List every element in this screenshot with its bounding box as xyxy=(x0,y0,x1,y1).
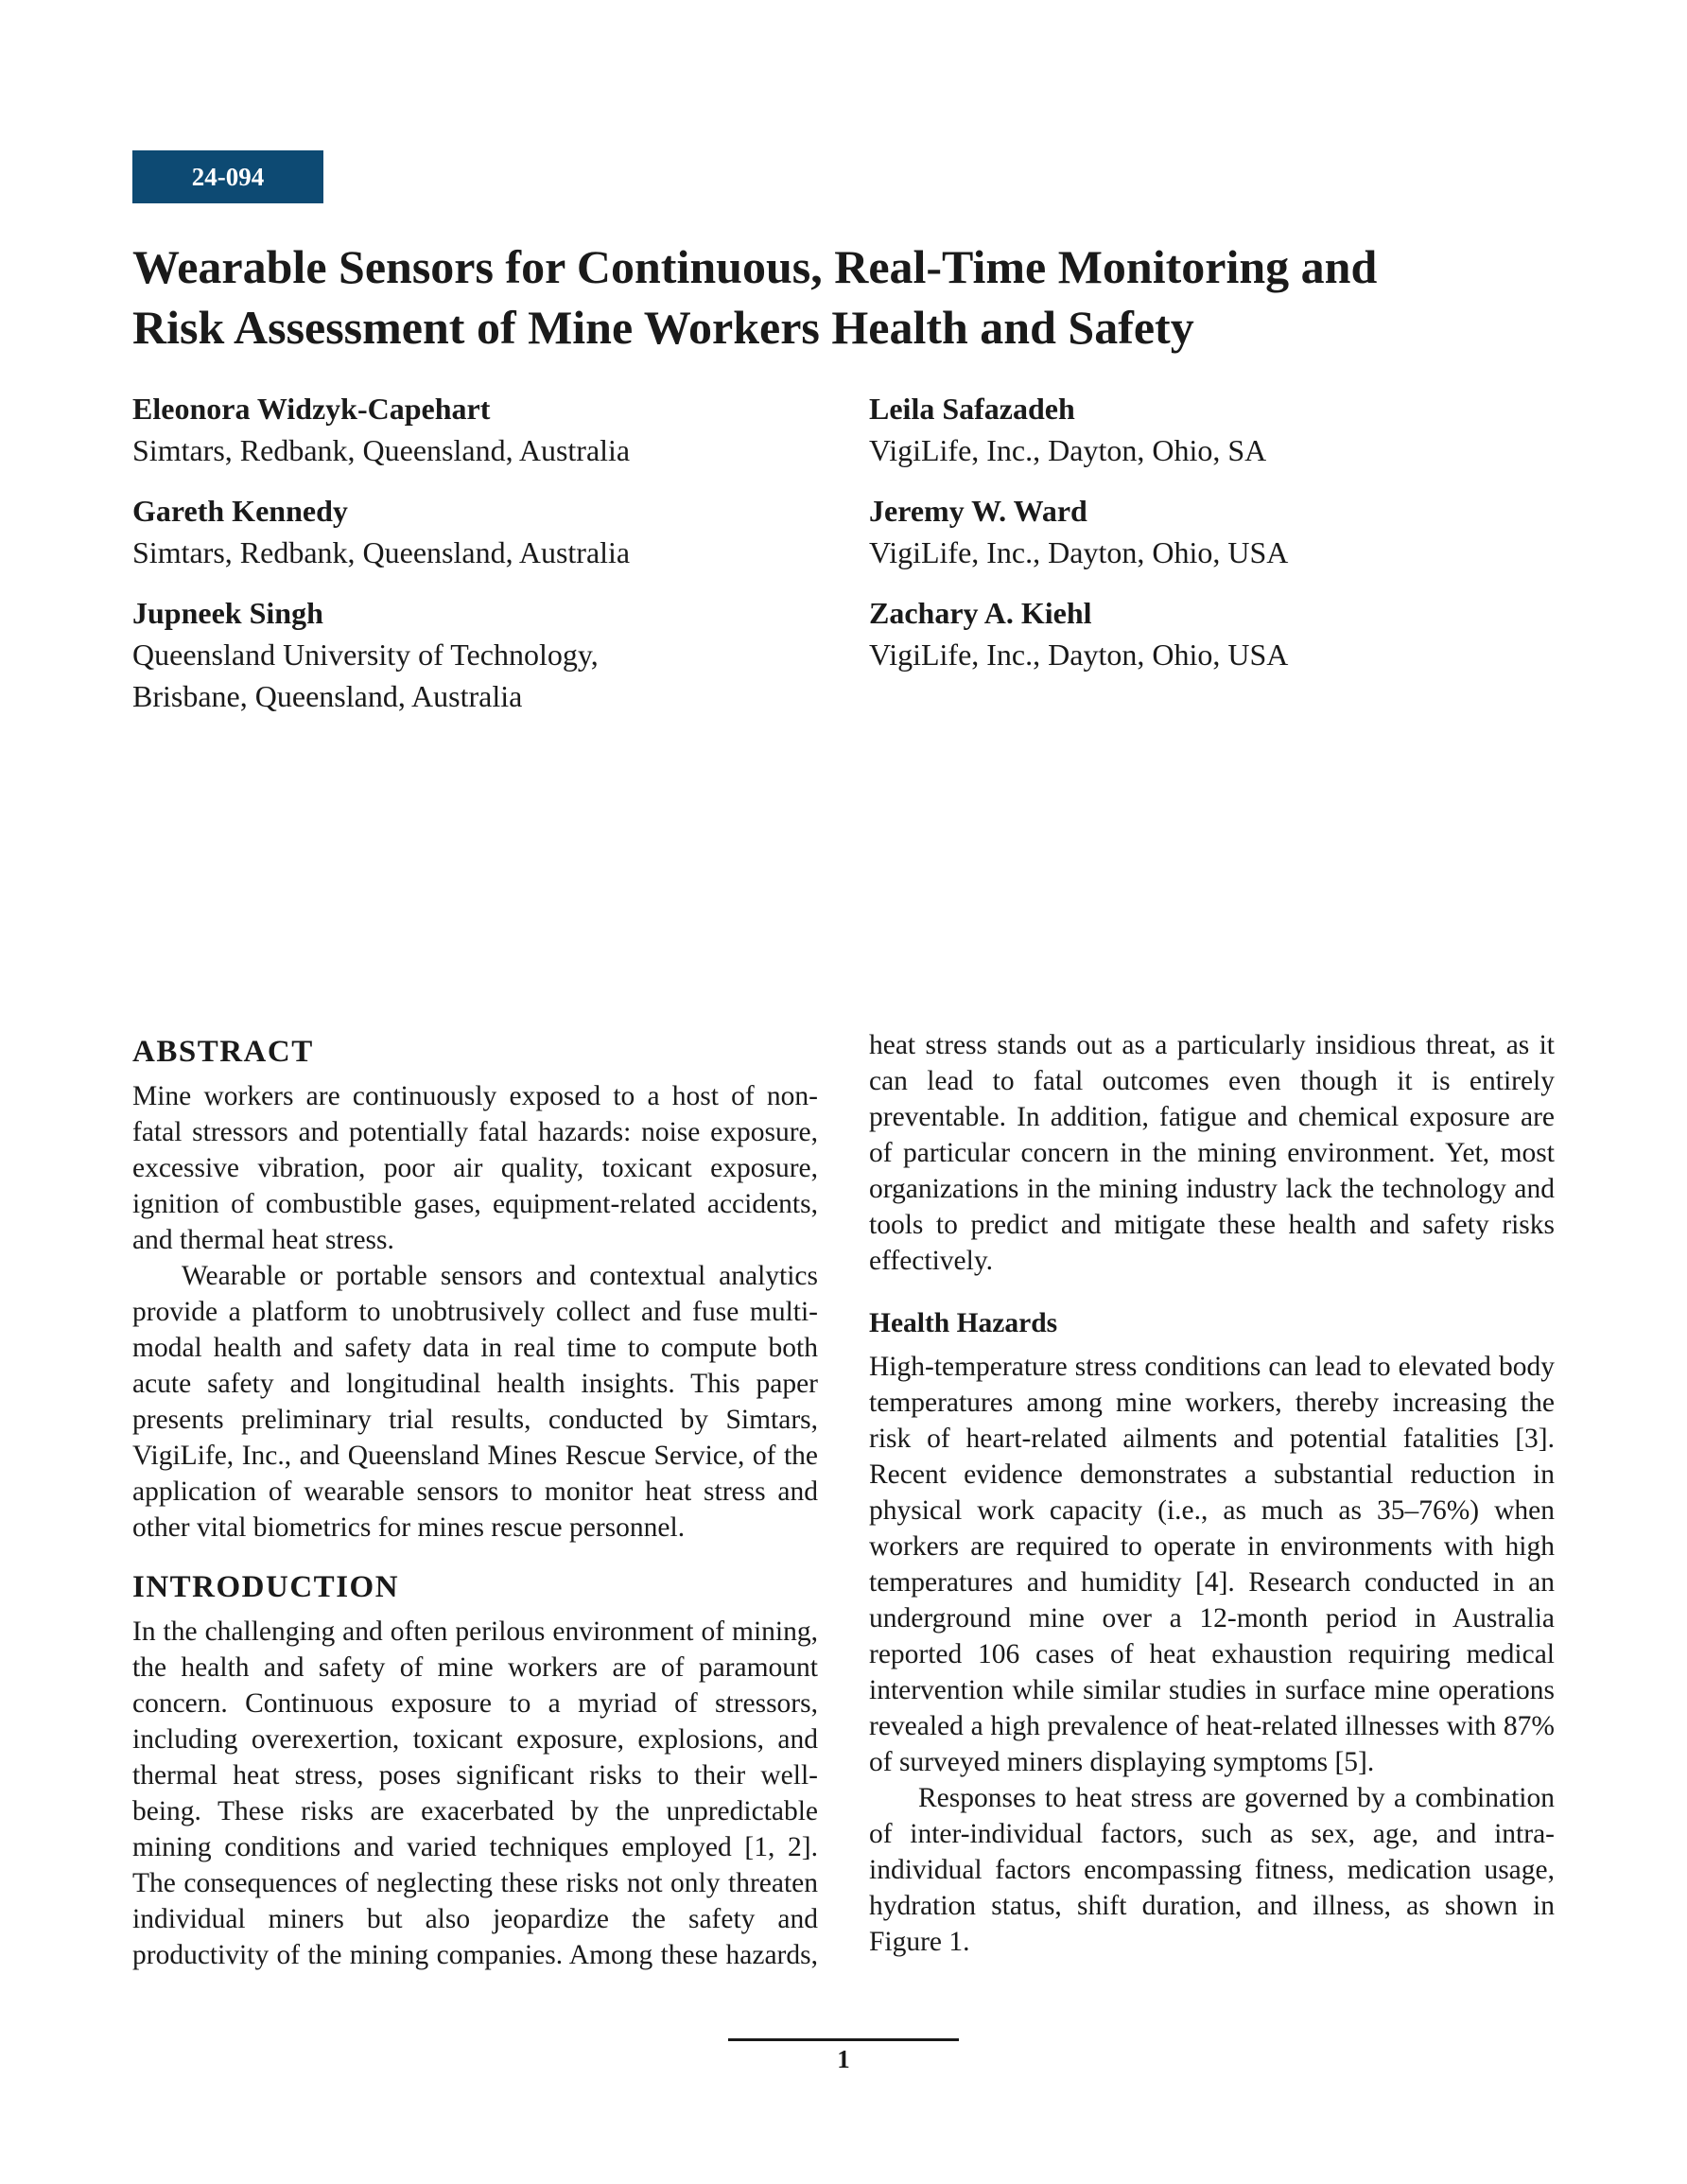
author-affiliation: Queensland University of Technology, xyxy=(132,638,599,672)
author-affiliation: Simtars, Redbank, Queensland, Australia xyxy=(132,433,631,467)
author-name: Jupneek Singh xyxy=(132,596,323,630)
author-affiliation: VigiLife, Inc., Dayton, Ohio, SA xyxy=(869,433,1267,467)
author-block xyxy=(869,592,1588,675)
paper-title xyxy=(132,236,1589,358)
author-block xyxy=(869,388,1588,471)
health-hazards-paragraph-1: High-temperature stress conditions can lead to elevated body temperatures among mine workers, thereby increasing the risk of heart-related ailments and potential fatalities [3]. Recent evidence demonstrates a substantial reduction in physical work capacity (i.e., as much as 35–76%) when workers are required to operate in environments with high temperatures and humidity [4]. Research conducted in an underground mine over a 12-month period in Australia reported 106 cases of heat exhaustion requiring medical intervention while similar studies in surface mine operations revealed a high prevalence of heat-related illnesses with 87% of surveyed miners displaying symptoms [5]. xyxy=(869,1352,1555,1777)
author-name: Zachary A. Kiehl xyxy=(869,596,1092,630)
author-name: Gareth Kennedy xyxy=(132,494,348,528)
paper-id-badge xyxy=(132,150,323,203)
footer-rule xyxy=(728,2038,959,2041)
page-number: 1 xyxy=(837,2045,850,2073)
paper-id: 24-094 xyxy=(191,162,265,191)
abstract-paragraph-2: Wearable or portable sensors and contextual analytics provide a platform to unobtrusively collect and fuse multi-modal health and safety data in real time to compute both acute safety and longitudinal health insights. This paper presents preliminary trial results, conducted by Simtars, VigiLife, Inc., and Queensland Mines Rescue Service, of the application of wearable sensors to monitor heat stress and other vital biometrics for mines rescue personnel. xyxy=(132,1261,818,1543)
abstract-heading: ABSTRACT xyxy=(132,1035,314,1069)
title-line-2: Risk Assessment of Mine Workers Health and Safety xyxy=(132,301,1194,354)
authors-left-column xyxy=(132,388,851,736)
introduction-paragraph-1: In the challenging and often perilous environment of mining, the health and safety of mine workers are of paramount concern. Continuous exposure to a myriad of stressors, including overexertion, toxicant exposure, explosions, and thermal heat stress, poses significant risks to their well-being. These risks are exacerbated by the unpredictable mining conditions and varied techniques employed [1, 2]. The consequences of neglecting these risks not only threaten individual miners but also jeopardize the safety and productivity of the mining companies. Among these hazards, xyxy=(132,1616,818,1970)
author-affiliation: VigiLife, Inc., Dayton, Ohio, USA xyxy=(869,535,1289,569)
author-block xyxy=(132,592,851,717)
author-affiliation-line-2: Brisbane, Queensland, Australia xyxy=(132,679,523,713)
introduction-paragraph-1-continued: heat stress stands out as a particularly insidious threat, as it can lead to fatal outcomes even though it is entirely preventable. In addition, fatigue and chemical exposure are of particular concern in the mining environment. Yet, most organizations in the mining industry lack the technology and tools to predict and mitigate these health and safety risks effectively. xyxy=(869,1030,1555,1276)
health-hazards-paragraph-2: Responses to heat stress are governed by a combination of inter-individual factors, such as sex, age, and intra-individual factors encompassing fitness, medication usage, hydration status, shift duration, and illness, as shown in Figure 1. xyxy=(869,1783,1555,1957)
author-block xyxy=(869,490,1588,573)
health-hazards-heading: Health Hazards xyxy=(869,1308,1058,1338)
abstract-paragraph-1: Mine workers are continuously exposed to a host of non-fatal stressors and potentially fatal hazards: noise exposure, excessive vibration, poor air quality, toxicant exposure, ignition of combustible gases, equipment-related accidents, and thermal heat stress. xyxy=(132,1081,818,1255)
author-affiliation: Simtars, Redbank, Queensland, Australia xyxy=(132,535,631,569)
author-block xyxy=(132,490,851,573)
author-name: Eleonora Widzyk-Capehart xyxy=(132,392,491,426)
author-block xyxy=(132,388,851,471)
introduction-heading: INTRODUCTION xyxy=(132,1570,400,1604)
body-right-column xyxy=(869,1027,1555,1960)
body-left-column xyxy=(132,1031,818,1973)
author-affiliation: VigiLife, Inc., Dayton, Ohio, USA xyxy=(869,638,1289,672)
authors-right-column xyxy=(869,388,1588,694)
author-name: Jeremy W. Ward xyxy=(869,494,1087,528)
title-line-1: Wearable Sensors for Continuous, Real-Time Monitoring and xyxy=(132,240,1378,293)
author-name: Leila Safazadeh xyxy=(869,392,1075,426)
